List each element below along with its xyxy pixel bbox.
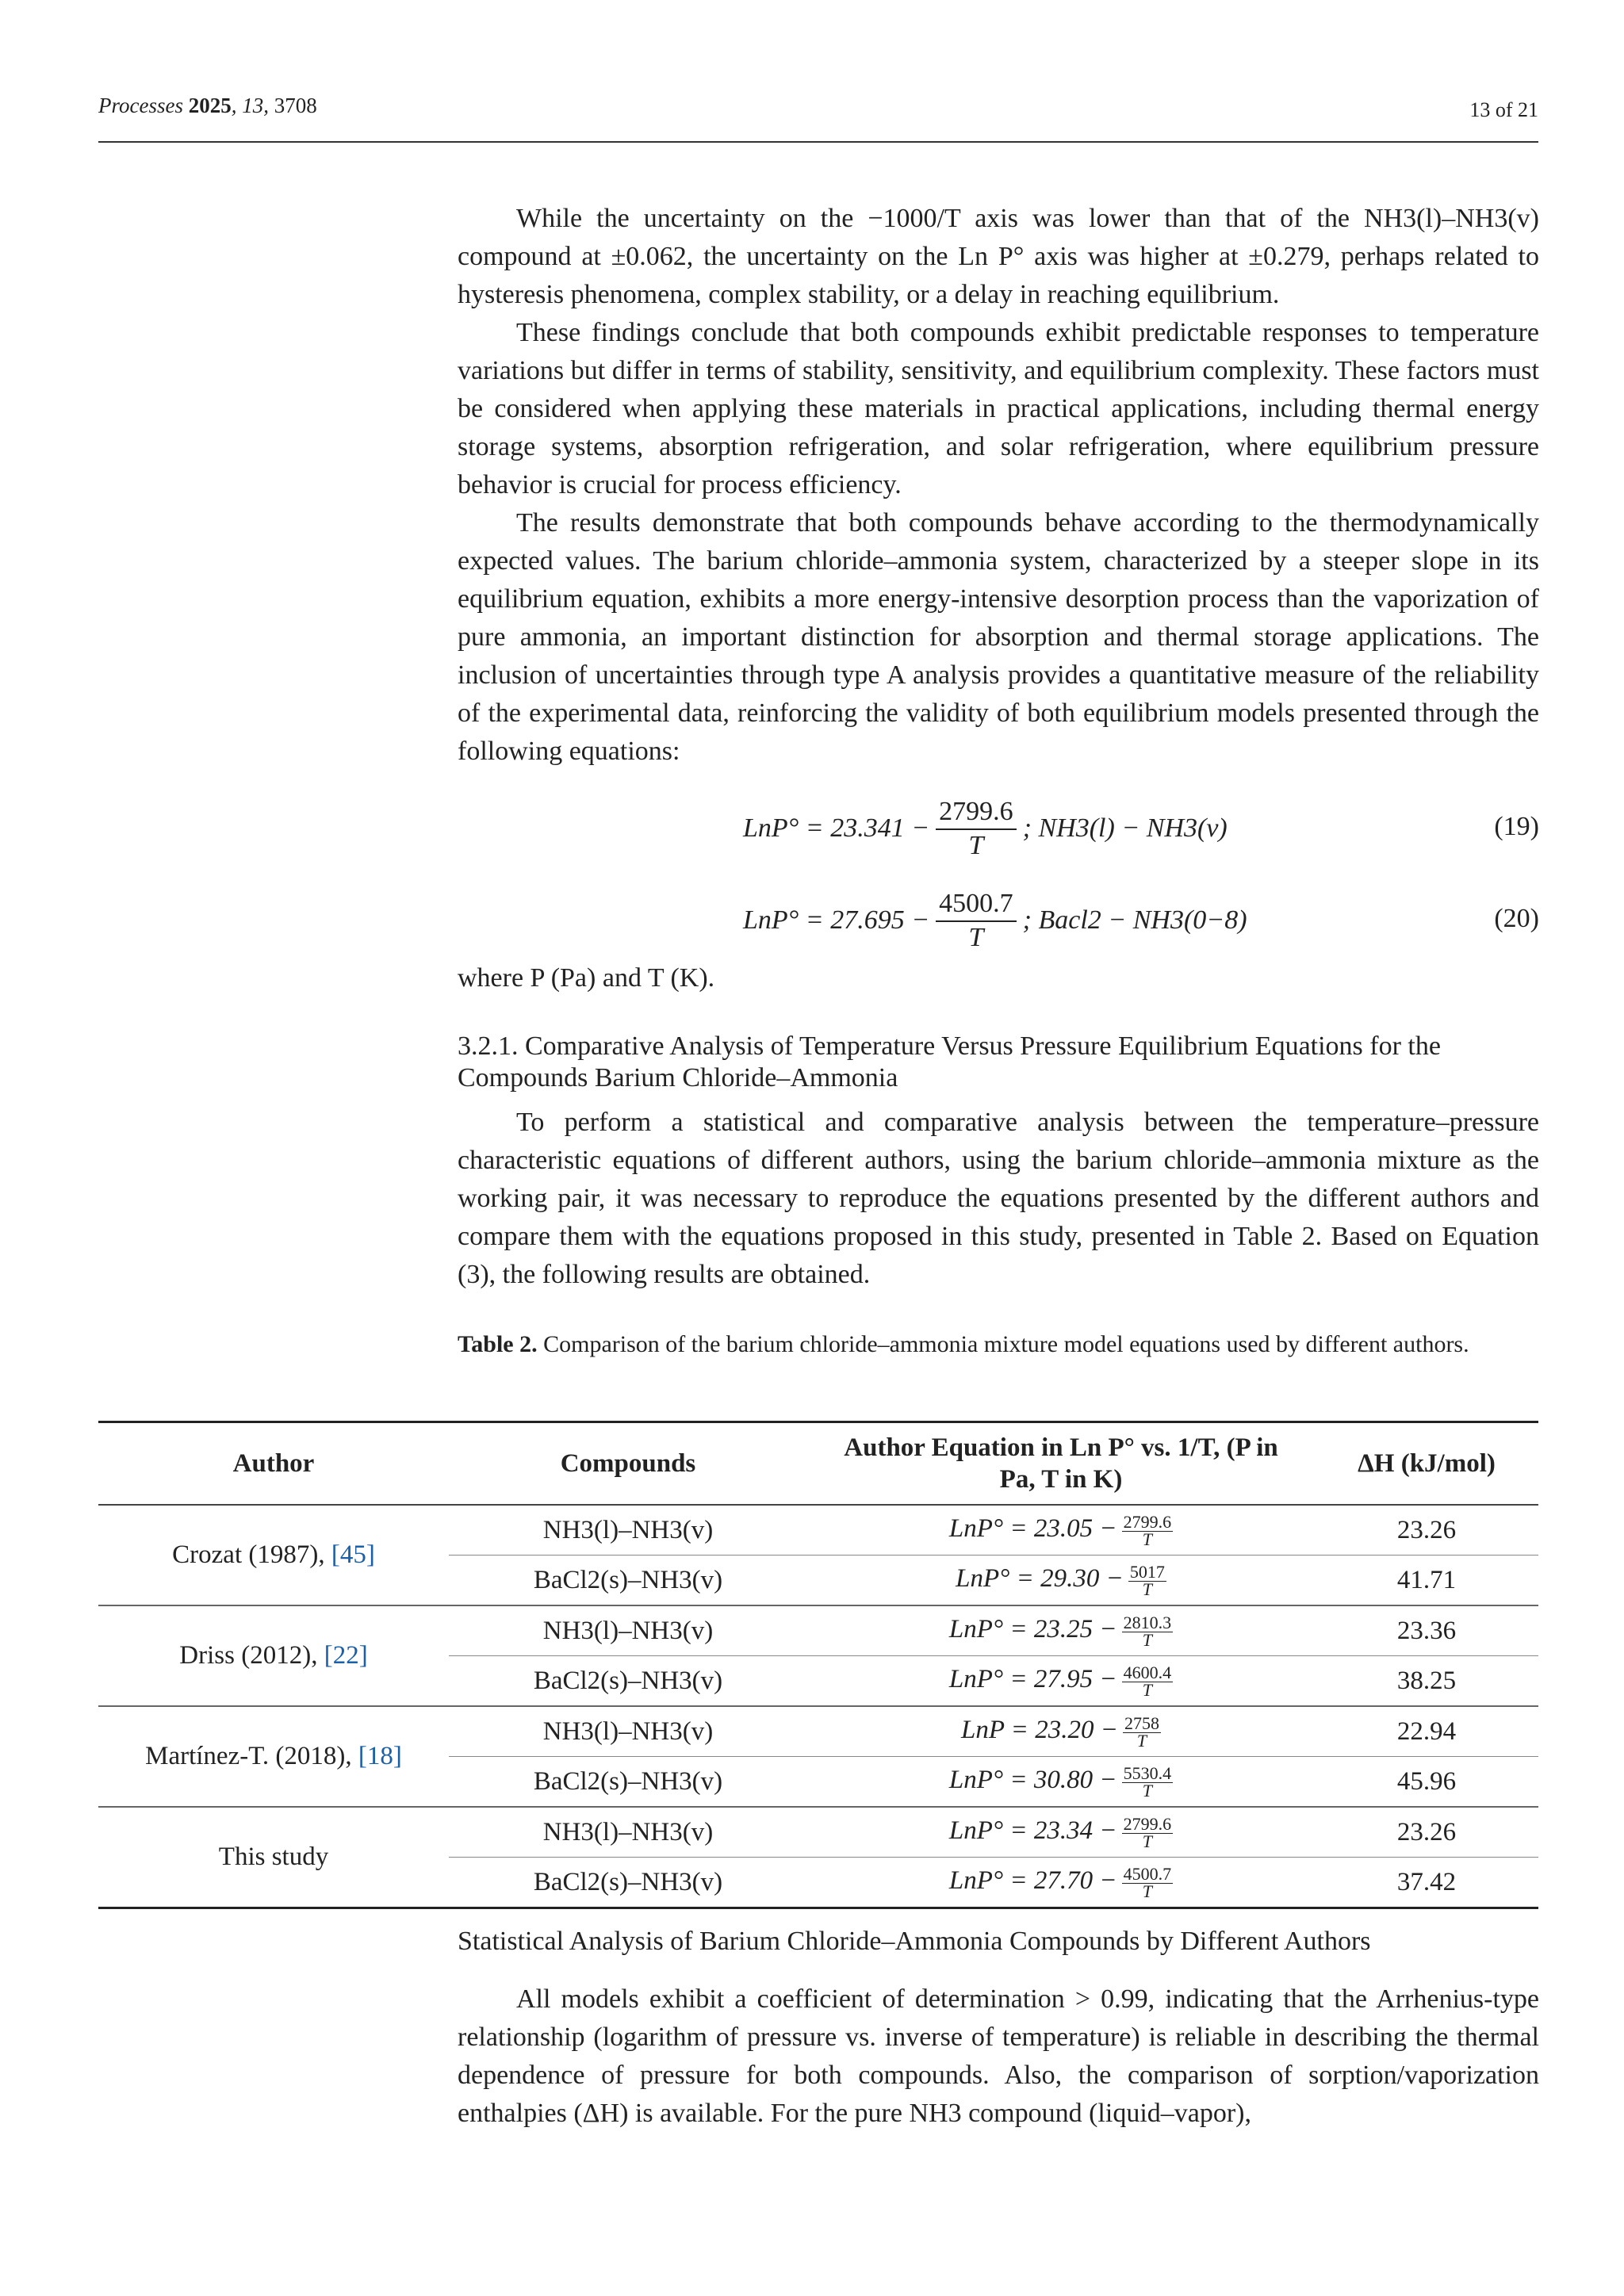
table-row <box>98 1505 1538 1556</box>
paragraph-3: The results demonstrate that both compounds behave according to the thermodynamically expected values. The barium chloride–ammonia system, characterized by a steeper slope in its equilibrium equation, exhibits a more energy-intensive desorption process than the vaporization of pure ammonia, an important distinction for absorption and thermal storage applications. The inclusion of uncertainties through type A analysis provides a quantitative measure of the reliability of the experimental data, reinforcing the validity of both equilibrium models presented through the following equations: <box>458 508 1539 766</box>
intro-text <box>458 200 1539 771</box>
enthalpy-cell: 23.26 <box>1315 1807 1538 1858</box>
header-compounds: Compounds <box>449 1422 807 1506</box>
reference-link[interactable]: [18] <box>358 1742 402 1770</box>
author-cell: This study <box>98 1807 449 1908</box>
table-row <box>98 1706 1538 1757</box>
author-cell: Crozat (1987), [45] <box>98 1505 449 1605</box>
equation-19: LnP° = 23.341 − $\frac{2799.6}{T}$ ; NH3(l) − NH3(v) (19) <box>743 797 1539 860</box>
equation-cell: LnP° = 23.34 − $\frac{2799.6}{T}$ <box>807 1807 1315 1858</box>
author-cell: Driss (2012), [22] <box>98 1605 449 1706</box>
page-number: 13 of 21 <box>1469 98 1538 121</box>
compound-cell: BaCl2(s)–NH3(v) <box>449 1858 807 1908</box>
comparison-table <box>98 1421 1538 1909</box>
where-text: where P (Pa) and T (K). <box>458 963 715 993</box>
enthalpy-cell: 45.96 <box>1315 1757 1538 1808</box>
table-row <box>98 1605 1538 1656</box>
equation-cell: LnP° = 23.05 − $\frac{2799.6}{T}$ <box>807 1505 1315 1556</box>
author-cell: Martínez-T. (2018), [18] <box>98 1706 449 1807</box>
compound-cell: NH3(l)–NH3(v) <box>449 1706 807 1757</box>
section-paragraph: To perform a statistical and comparative analysis between the temperature–pressure characteristic equations of different authors, using the barium chloride–ammonia mixture as the working pair, it was necessary to reproduce the equations presented by the different authors and compare them with the equations proposed in this study, presented in Table 2. Based on Equation (3), the following results are obtained. <box>458 1108 1539 1289</box>
table-row <box>98 1807 1538 1858</box>
compound-cell: NH3(l)–NH3(v) <box>449 1505 807 1556</box>
enthalpy-cell: 23.26 <box>1315 1505 1538 1556</box>
enthalpy-cell: 23.36 <box>1315 1605 1538 1656</box>
equation-cell: LnP° = 29.30 − $\frac{5017}{T}$ <box>807 1556 1315 1606</box>
equation-cell: LnP° = 23.25 − $\frac{2810.3}{T}$ <box>807 1605 1315 1656</box>
equation-cell: LnP° = 30.80 − $\frac{5530.4}{T}$ <box>807 1757 1315 1808</box>
enthalpy-cell: 37.42 <box>1315 1858 1538 1908</box>
subsection-title: Statistical Analysis of Barium Chloride–Ammonia Compounds by Different Authors <box>458 1927 1371 1956</box>
enthalpy-cell: 22.94 <box>1315 1706 1538 1757</box>
reference-link[interactable]: [22] <box>324 1641 368 1670</box>
paragraph-2: These findings conclude that both compounds exhibit predictable responses to temperature variations but differ in terms of stability, sensitivity, and equilibrium complexity. These factors must be considered when applying these materials in practical applications, including thermal energy storage systems, absorption refrigeration, and solar refrigeration, where equilibrium pressure behavior is crucial for process efficiency. <box>458 318 1539 499</box>
enthalpy-cell: 41.71 <box>1315 1556 1538 1606</box>
compound-cell: BaCl2(s)–NH3(v) <box>449 1656 807 1707</box>
reference-link[interactable]: [45] <box>331 1540 375 1569</box>
table-caption: Table 2. Comparison of the barium chloride–ammonia mixture model equations used by different authors. <box>458 1331 1469 1357</box>
journal-citation: Processes 2025, 13, 3708 <box>98 94 317 117</box>
enthalpy-cell: 38.25 <box>1315 1656 1538 1707</box>
paragraph-1: While the uncertainty on the −1000/T axis was lower than that of the NH3(l)–NH3(v) compound at ±0.062, the uncertainty on the Ln P° axis was higher at ±0.279, perhaps related to hysteresis phenomena, complex stability, or a delay in reaching equilibrium. <box>458 204 1539 309</box>
compound-cell: NH3(l)–NH3(v) <box>449 1605 807 1656</box>
section-title: 3.2.1. Comparative Analysis of Temperature Versus Pressure Equilibrium Equations for the Compounds Barium Chloride–Ammonia <box>458 1031 1441 1093</box>
compound-cell: BaCl2(s)–NH3(v) <box>449 1757 807 1808</box>
compound-cell: BaCl2(s)–NH3(v) <box>449 1556 807 1606</box>
final-paragraph: All models exhibit a coefficient of determination > 0.99, indicating that the Arrhenius-type relationship (logarithm of pressure vs. inverse of temperature) is reliable in describing the thermal dependence of pressure for both compounds. Also, the comparison of sorption/vaporization enthalpies (ΔH) is available. For the pure NH3 compound (liquid–vapor), <box>458 1984 1539 2128</box>
header-equation: Author Equation in Ln P° vs. 1/T, (P in Pa, T in K) <box>807 1422 1315 1506</box>
header-author: Author <box>98 1422 449 1506</box>
equation-cell: LnP = 23.20 − $\frac{2758}{T}$ <box>807 1706 1315 1757</box>
equation-cell: LnP° = 27.95 − $\frac{4600.4}{T}$ <box>807 1656 1315 1707</box>
equation-cell: LnP° = 27.70 − $\frac{4500.7}{T}$ <box>807 1858 1315 1908</box>
equation-20: LnP° = 27.695 − $\frac{4500.7}{T}$ ; Bacl2 − NH3(0−8) (20) <box>743 889 1539 952</box>
header-dh: ΔH (kJ/mol) <box>1315 1422 1538 1506</box>
compound-cell: NH3(l)–NH3(v) <box>449 1807 807 1858</box>
page-header <box>98 94 1538 143</box>
table-header-row <box>98 1422 1538 1506</box>
